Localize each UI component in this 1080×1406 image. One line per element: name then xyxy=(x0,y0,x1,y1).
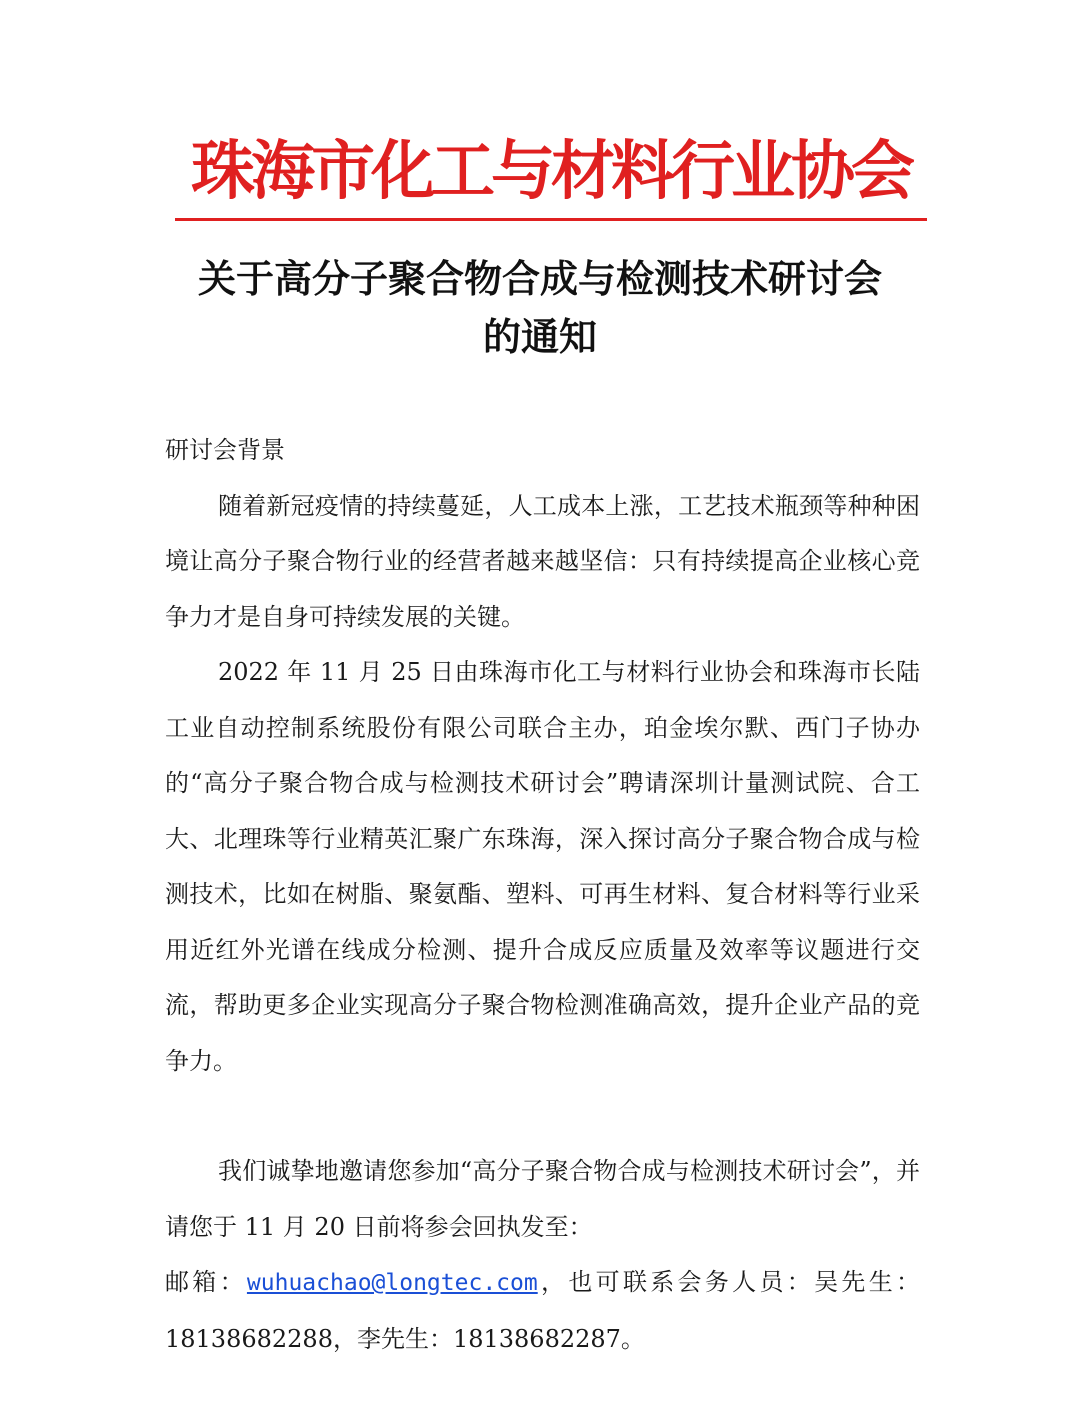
email-link[interactable]: wuhuachao@longtec.com xyxy=(246,1270,538,1296)
document-title xyxy=(120,250,960,366)
document-title-line-1: 关于高分子聚合物合成与检测技术研讨会 xyxy=(197,256,882,301)
contact-paragraph xyxy=(165,1255,920,1367)
event-details-paragraph: 2022 年 11 月 25 日由珠海市化工与材料行业协会和珠海市长陆工业自动控制系统股份有限公司联合主办，珀金埃尔默、西门子协办的“高分子聚合物合成与检测技术研讨会”聘请深圳计量测试院、合工大、北理珠等行业精英汇聚广东珠海，深入探讨高分子聚合物合成与检测技术，比如在树脂、聚氨酯、塑料、可再生材料、复合材料等行业采用近红外光谱在线成分检测、提升合成反应质量及效率等议题进行交流，帮助更多企业实现高分子聚合物检测准确高效，提升企业产品的竞争力。 xyxy=(165,658,920,1075)
organization-letterhead: 珠海市化工与材料行业协会 xyxy=(191,135,911,209)
contact-persons: ，也可联系会务人员：吴先生：18138682288，李先生：18138682287。 xyxy=(165,1268,921,1353)
document-body xyxy=(165,423,920,1367)
paragraph-spacer xyxy=(165,1089,920,1144)
background-paragraph: 随着新冠疫情的持续蔓延，人工成本上涨，工艺技术瓶颈等种种困境让高分子聚合物行业的经营者越来越坚信：只有持续提高企业核心竞争力才是自身可持续发展的关键。 xyxy=(165,491,920,631)
email-label: 邮箱： xyxy=(165,1268,247,1296)
letterhead-divider xyxy=(175,218,927,221)
document-title-line-2: 的通知 xyxy=(482,314,597,359)
section-heading: 研讨会背景 xyxy=(165,436,285,464)
invitation-paragraph: 我们诚挚地邀请您参加“高分子聚合物合成与检测技术研讨会”，并请您于 11 月 20 日前将参会回执发至： xyxy=(165,1157,920,1241)
